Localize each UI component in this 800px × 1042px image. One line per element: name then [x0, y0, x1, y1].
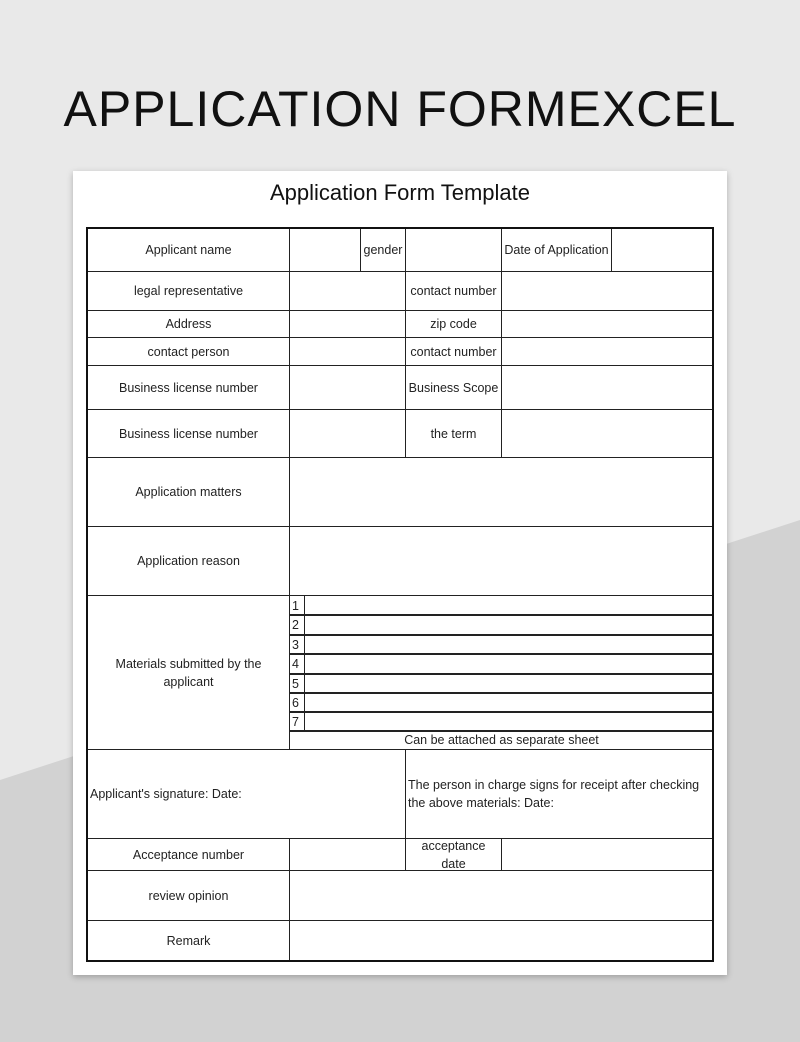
- material-item-input[interactable]: [304, 673, 714, 694]
- label-the-term: the term: [405, 409, 502, 458]
- label-contact-number: contact number: [405, 271, 502, 311]
- applicant-signature-field[interactable]: Applicant's signature: Date:: [87, 749, 406, 839]
- input-address[interactable]: [289, 310, 406, 338]
- input-remark[interactable]: [289, 920, 714, 962]
- label-contact-number-2: contact number: [405, 337, 502, 366]
- label-address: Address: [87, 310, 290, 338]
- input-application-reason[interactable]: [289, 526, 714, 596]
- input-applicant-name[interactable]: [289, 228, 361, 272]
- input-contact-number[interactable]: [501, 271, 714, 311]
- page-heading: APPLICATION FORMEXCEL: [63, 81, 737, 137]
- input-business-scope[interactable]: [501, 365, 714, 410]
- material-item-input[interactable]: [304, 692, 714, 713]
- label-business-license-2: Business license number: [87, 409, 290, 458]
- input-contact-person[interactable]: [289, 337, 406, 366]
- material-item-input[interactable]: [304, 634, 714, 655]
- input-gender[interactable]: [405, 228, 502, 272]
- material-item-input[interactable]: [304, 595, 714, 616]
- form-title: Application Form Template: [269, 180, 531, 205]
- material-number: 1: [289, 595, 305, 616]
- input-acceptance-date[interactable]: [501, 838, 714, 871]
- material-item-input[interactable]: [304, 653, 714, 675]
- label-date-of-application: Date of Application: [501, 228, 612, 272]
- input-date-of-application[interactable]: [611, 228, 714, 272]
- input-business-license-2[interactable]: [289, 409, 406, 458]
- label-business-license: Business license number: [87, 365, 290, 410]
- label-materials: Materials submitted by the applicant: [87, 595, 290, 750]
- material-number: 7: [289, 711, 305, 732]
- label-legal-representative: legal representative: [87, 271, 290, 311]
- material-item-input[interactable]: [304, 711, 714, 732]
- label-applicant-name: Applicant name: [87, 228, 290, 272]
- input-the-term[interactable]: [501, 409, 714, 458]
- input-zip-code[interactable]: [501, 310, 714, 338]
- label-application-reason: Application reason: [87, 526, 290, 596]
- input-review-opinion[interactable]: [289, 870, 714, 921]
- material-item-input[interactable]: [304, 614, 714, 636]
- input-contact-number-2[interactable]: [501, 337, 714, 366]
- label-business-scope: Business Scope: [405, 365, 502, 410]
- receipt-signature-field[interactable]: The person in charge signs for receipt after checking the above materials: Date:: [405, 749, 714, 839]
- input-business-license[interactable]: [289, 365, 406, 410]
- material-number: 3: [289, 634, 305, 655]
- note-separate-sheet: Can be attached as separate sheet: [289, 730, 714, 750]
- label-gender: gender: [360, 228, 406, 272]
- label-contact-person: contact person: [87, 337, 290, 366]
- material-number: 2: [289, 614, 305, 636]
- label-acceptance-date: acceptance date: [405, 838, 502, 871]
- label-zip-code: zip code: [405, 310, 502, 338]
- label-review-opinion: review opinion: [87, 870, 290, 921]
- input-acceptance-number[interactable]: [289, 838, 406, 871]
- material-number: 6: [289, 692, 305, 713]
- input-legal-representative[interactable]: [289, 271, 406, 311]
- label-application-matters: Application matters: [87, 457, 290, 527]
- material-number: 4: [289, 653, 305, 675]
- label-remark: Remark: [87, 920, 290, 962]
- material-number: 5: [289, 673, 305, 694]
- label-acceptance-number: Acceptance number: [87, 838, 290, 871]
- input-application-matters[interactable]: [289, 457, 714, 527]
